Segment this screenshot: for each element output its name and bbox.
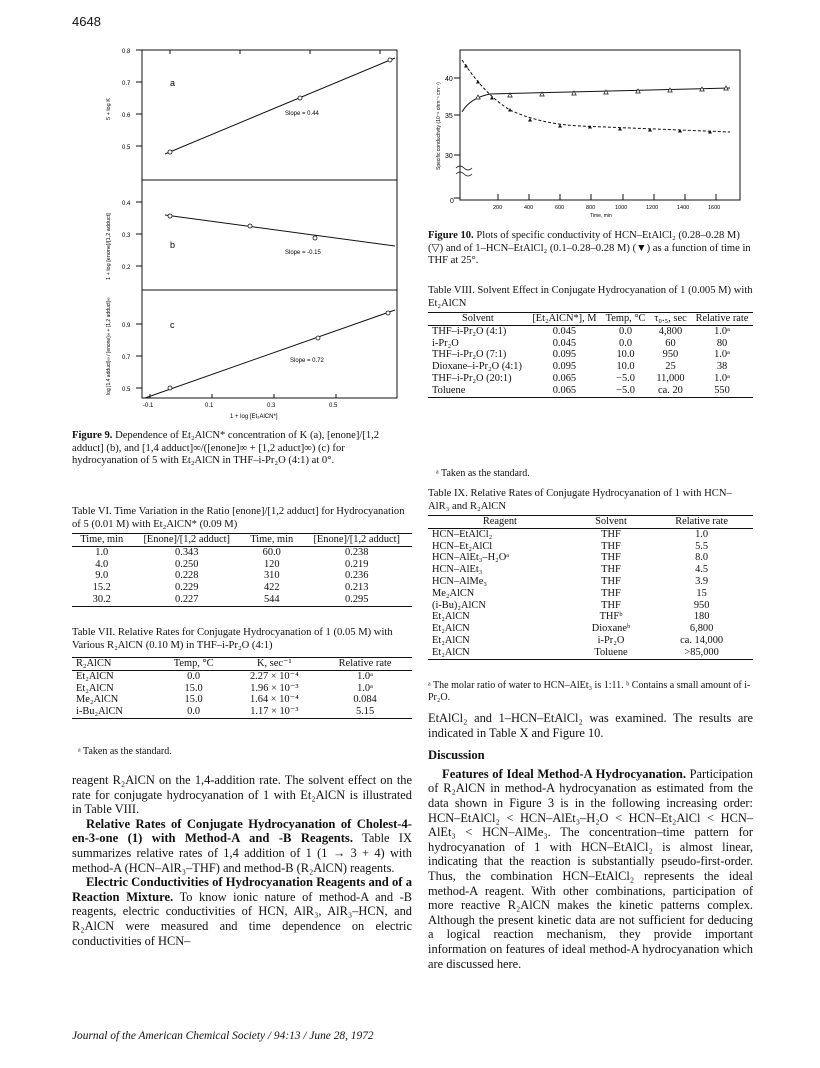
fig9-xlabel: 1 + log [Et₂AlCN*] xyxy=(230,414,278,420)
table-row: Et₂AlCN i-Pr₂O ca. 14,000 xyxy=(432,634,724,646)
fig9c-ylabel: log [1,4 adduct]∞ / [enone]∞ + [1,2 adduct]∞ xyxy=(106,297,112,395)
svg-text:0.6: 0.6 xyxy=(122,113,131,119)
right-body-text: EtAlCl₂ and 1–HCN–EtAlCl₂ was examined. The results are indicated in Table X and Figure 10. Discussion Features of Ideal Method-A Hydrocyanation. Participation of R₂AlCN in method-A hydrocyanation as estimated from the data shown in Figure 3 is in the following increasing order: HCN–EtAlCl₂ < HCN–AlEt₃–H₂O < HCN–Et₂AlCl < HCN–AlEt₃ < HCN–AlMe₃. The concentration–time pattern for hydrocyanation of 1 with HCN–EtAlCl₂ is almost linear, indicating that the reaction is substantially pseudo-first-order. Thus, the combination HCN–EtAlCl₂ represents the ideal method-A reagent. With other combinations, participation of more reactive R₂AlCN makes the kinetic patterns complex. Although the present kinetic data are not sufficient for deducing a logical reaction mechanism, they provide important information on features of ideal method-A hydrocyanation which are discussed here. xyxy=(428,711,753,971)
table-row: 1.0 0.343 60.0 0.238 xyxy=(95,546,369,558)
svg-text:35: 35 xyxy=(445,113,453,120)
table-row: Dioxane–i-Pr₂O (4:1) 0.095 10.0 25 38 xyxy=(432,361,728,373)
svg-text:0: 0 xyxy=(450,198,454,205)
table-row: THF–i-Pr₂O (4:1) 0.045 0.0 4,800 1.0ᵃ xyxy=(432,325,730,337)
fig9b-points xyxy=(168,214,317,240)
table-row: Et₂AlCN Toluene >85,000 xyxy=(428,647,753,659)
journal-footer: Journal of the American Chemical Society / 94:13 / June 28, 1972 xyxy=(72,1030,374,1042)
table-row: Et₂AlCN 0.0 2.27 × 10⁻⁴ 1.0ᵃ xyxy=(76,670,373,682)
left-body-text: reagent R₂AlCN on the 1,4-addition rate. The solvent effect on the rate for conjugate hydrocyanation of 1 with Et₂AlCN is illustrated in Table VIII. Relative Rates of Conjugate Hydrocyanation of Cholest-4-en-3-one (1) with Method-A and -B Reagents. Table IX summarizes relative rates of 1,4 addition of 1 (1 → 3 + 4) with method-A (HCN–AlR₃–THF) and method-B (R₂AlCN) reagents. Electric Conductivities of Hydrocyanation Reagents and of a Reaction Mixture. To know ionic nature of method-A and -B reagents, electric conductivities of HCN, AlR₃, AlR₃–HCN, and R₂AlCN were measured and time dependence on electric conductivities of HCN– xyxy=(72,773,412,948)
fig9c-slope: Slope = 0.72 xyxy=(290,358,324,364)
fig9-caption: Figure 9. Dependence of Et₂AlCN* concentration of K (a), [enone]/[1,2 adduct] (b), and [1,4 adduct]∞/([enone]∞ + [1,2 aduct]∞) (c) for hydrocyanation of 5 with Et₂AlCN in THF–i-Pr₂O (4:1) at 0°. xyxy=(72,430,380,467)
fig10-points-open xyxy=(476,86,728,99)
fig9-xtick: 0.1 xyxy=(205,403,214,409)
table9: Reagent Solvent Relative rate HCN–EtAlCl₂ THF 1.0 HCN–Et₂AlCl THF 5.5 HCN–AlEt₃–H₂Oᵃ THF 8.0 HCN–AlEt₃ THF 4.5 HCN–AlMe₃ THF 3.9 Me₂AlCN THF 15 (i-Bu)₂AlCN THF 950 Et₂AlCN THFᵇ 180 Et₂AlCN Dioxaneᵇ 6,800 Et₂AlCN i-Pr₂O ca. 14,000 Et₂AlCN Toluene >85,000 xyxy=(428,515,753,660)
fig9c-letter: c xyxy=(170,320,175,330)
svg-text:1200: 1200 xyxy=(646,205,659,211)
svg-text:800: 800 xyxy=(586,205,596,211)
table-row: HCN–AlMe₃ THF 3.9 xyxy=(432,575,709,587)
fig9b-slope: Slope = -0.15 xyxy=(285,250,321,256)
fig10-series-open xyxy=(462,88,730,112)
table8-footnote: ᵃ Taken as the standard. xyxy=(436,468,530,479)
figure-10 xyxy=(430,40,750,225)
table-row: HCN–AlEt₃ THF 4.5 xyxy=(432,564,709,576)
table-row: i-Pr₂O 0.045 0.0 60 80 xyxy=(432,337,728,349)
svg-text:0.5: 0.5 xyxy=(122,387,131,393)
svg-text:0.8: 0.8 xyxy=(122,49,131,55)
fig9-panel-b xyxy=(106,180,397,290)
table6: Time, min [Enone]/[1,2 adduct] Time, min [Enone]/[1,2 adduct] 1.0 0.343 60.0 0.238 4.0 0.250 120 0.219 9.0 0.228 310 0.236 15.2 0.229 422 0.213 30.2 0.227 544 0.295 xyxy=(72,533,412,607)
table8: Solvent [Et₂AlCN*], M Temp, °C τ₀.₅, sec Relative rate THF–i-Pr₂O (4:1) 0.045 0.0 4,800 1.0ᵃ i-Pr₂O 0.045 0.0 60 80 THF–i-Pr₂O (7:1) 0.095 10.0 950 1.0ᵃ Dioxane–i-Pr₂O (4:1) 0.095 10.0 25 38 THF–i-Pr₂O (20:1) 0.065 −5.0 11,000 1.0ᵃ Toluene 0.065 −5.0 ca. 20 550 xyxy=(428,312,753,398)
svg-text:0.5: 0.5 xyxy=(122,145,131,151)
table-row: HCN–Et₂AlCl THF 5.5 xyxy=(432,540,709,552)
table9-footnote: ᵃ The molar ratio of water to HCN–AlEt₃ is 1:11. ᵇ Contains a small amount of i-Pr₂O. xyxy=(428,680,751,703)
svg-text:30: 30 xyxy=(445,153,453,160)
table-row: Me₂AlCN THF 15 xyxy=(432,587,707,599)
table-row: Et₂AlCN Dioxaneᵇ 6,800 xyxy=(432,623,714,635)
table-row: (i-Bu)₂AlCN THF 950 xyxy=(432,599,710,611)
table-row: Et₂AlCN THFᵇ 180 xyxy=(432,611,710,623)
fig10-points-filled xyxy=(464,64,712,134)
figure-9 xyxy=(70,40,410,425)
fig9-panel-c xyxy=(106,290,397,420)
table6-title: Table VI. Time Variation in the Ratio [enone]/[1,2 adduct] for Hydrocyanation of 5 (0.01 M) with Et₂AlCN* (0.09 M) xyxy=(72,506,405,530)
fig9a-ylabel: 5 + log K xyxy=(106,98,112,120)
svg-text:40: 40 xyxy=(445,76,453,83)
fig9b-letter: b xyxy=(170,240,176,250)
svg-text:0.7: 0.7 xyxy=(122,355,131,361)
svg-text:400: 400 xyxy=(524,205,534,211)
fig10-caption: Figure 10. Plots of specific conductivity of HCN–EtAlCl₂ (0.28–0.28 M) (▽) and of 1–HCN–EtAlCl₂ (0.1–0.28–0.28 M) (▼) as a function of time in THF at 25°. xyxy=(428,230,751,267)
fig9a-slope: Slope = 0.44 xyxy=(285,111,319,117)
fig9-panel-a xyxy=(106,49,397,180)
table-row: THF–i-Pr₂O (7:1) 0.095 10.0 950 1.0ᵃ xyxy=(432,349,730,361)
table-row: HCN–EtAlCl₂ THF 1.0 xyxy=(432,528,709,540)
table-row: HCN–AlEt₃–H₂Oᵃ THF 8.0 xyxy=(432,552,709,564)
table-row: 4.0 0.250 120 0.219 xyxy=(95,558,369,570)
table-row: THF–i-Pr₂O (20:1) 0.065 −5.0 11,000 1.0ᵃ xyxy=(432,372,730,384)
table7-footnote: ᵃ Taken as the standard. xyxy=(78,746,172,757)
fig9b-ylabel: 1 + log [enone]/[1,2 adduct] xyxy=(106,213,112,280)
fig9-xtick: -0.1 xyxy=(143,403,154,409)
svg-text:0.4: 0.4 xyxy=(122,201,131,207)
svg-text:0.2: 0.2 xyxy=(122,265,131,271)
fig10-xlabel: Time, min xyxy=(590,213,612,219)
discussion-heading: Discussion xyxy=(428,748,485,763)
table-row: i-Bu₂AlCN 0.0 1.17 × 10⁻³ 5.15 xyxy=(72,706,412,718)
table8-title: Table VIII. Solvent Effect in Conjugate Hydrocyanation of 1 (0.005 M) with Et₂AlCN xyxy=(428,285,753,309)
svg-text:1000: 1000 xyxy=(615,205,628,211)
svg-text:200: 200 xyxy=(493,205,503,211)
svg-text:0.7: 0.7 xyxy=(122,81,131,87)
table-row: Toluene 0.065 −5.0 ca. 20 550 xyxy=(428,385,753,397)
fig9a-letter: a xyxy=(170,78,176,88)
svg-text:1600: 1600 xyxy=(708,205,721,211)
fig9-xtick: 0.5 xyxy=(329,403,338,409)
table-row: 15.2 0.229 422 0.213 xyxy=(92,582,369,594)
table-row: Et₂AlCN 15.0 1.96 × 10⁻³ 1.0ᵃ xyxy=(76,682,373,694)
svg-text:600: 600 xyxy=(555,205,565,211)
fig10-series-filled xyxy=(462,60,730,132)
svg-text:0.3: 0.3 xyxy=(122,233,131,239)
table7: R₂AlCN Temp, °C K, sec⁻¹ Relative rate Et₂AlCN 0.0 2.27 × 10⁻⁴ 1.0ᵃ Et₂AlCN 15.0 1.96 × 10⁻³ 1.0ᵃ Me₂AlCN 15.0 1.64 × 10⁻⁴ 0.084 i-Bu₂AlCN 0.0 1.17 × 10⁻³ 5.15 xyxy=(72,657,412,719)
table7-title: Table VII. Relative Rates for Conjugate Hydrocyanation of 1 (0.05 M) with Various R₂AlCN (0.10 M) in THF–i-Pr₂O (4:1) xyxy=(72,627,393,651)
table-row: Me₂AlCN 15.0 1.64 × 10⁻⁴ 0.084 xyxy=(76,694,377,706)
table9-title: Table IX. Relative Rates of Conjugate Hydrocyanation of 1 with HCN–AlR₃ and R₂AlCN xyxy=(428,488,732,512)
fig10-ylabel: Specific conductivity (10⁻⁶ ohm⁻¹ cm⁻¹) xyxy=(436,82,442,170)
svg-text:0.9: 0.9 xyxy=(122,323,131,329)
table-row: 9.0 0.228 310 0.236 xyxy=(95,570,369,582)
table-row: 30.2 0.227 544 0.295 xyxy=(72,594,412,606)
fig9-xtick: 0.3 xyxy=(267,403,276,409)
page-number: 4648 xyxy=(72,14,101,29)
svg-text:1400: 1400 xyxy=(677,205,690,211)
